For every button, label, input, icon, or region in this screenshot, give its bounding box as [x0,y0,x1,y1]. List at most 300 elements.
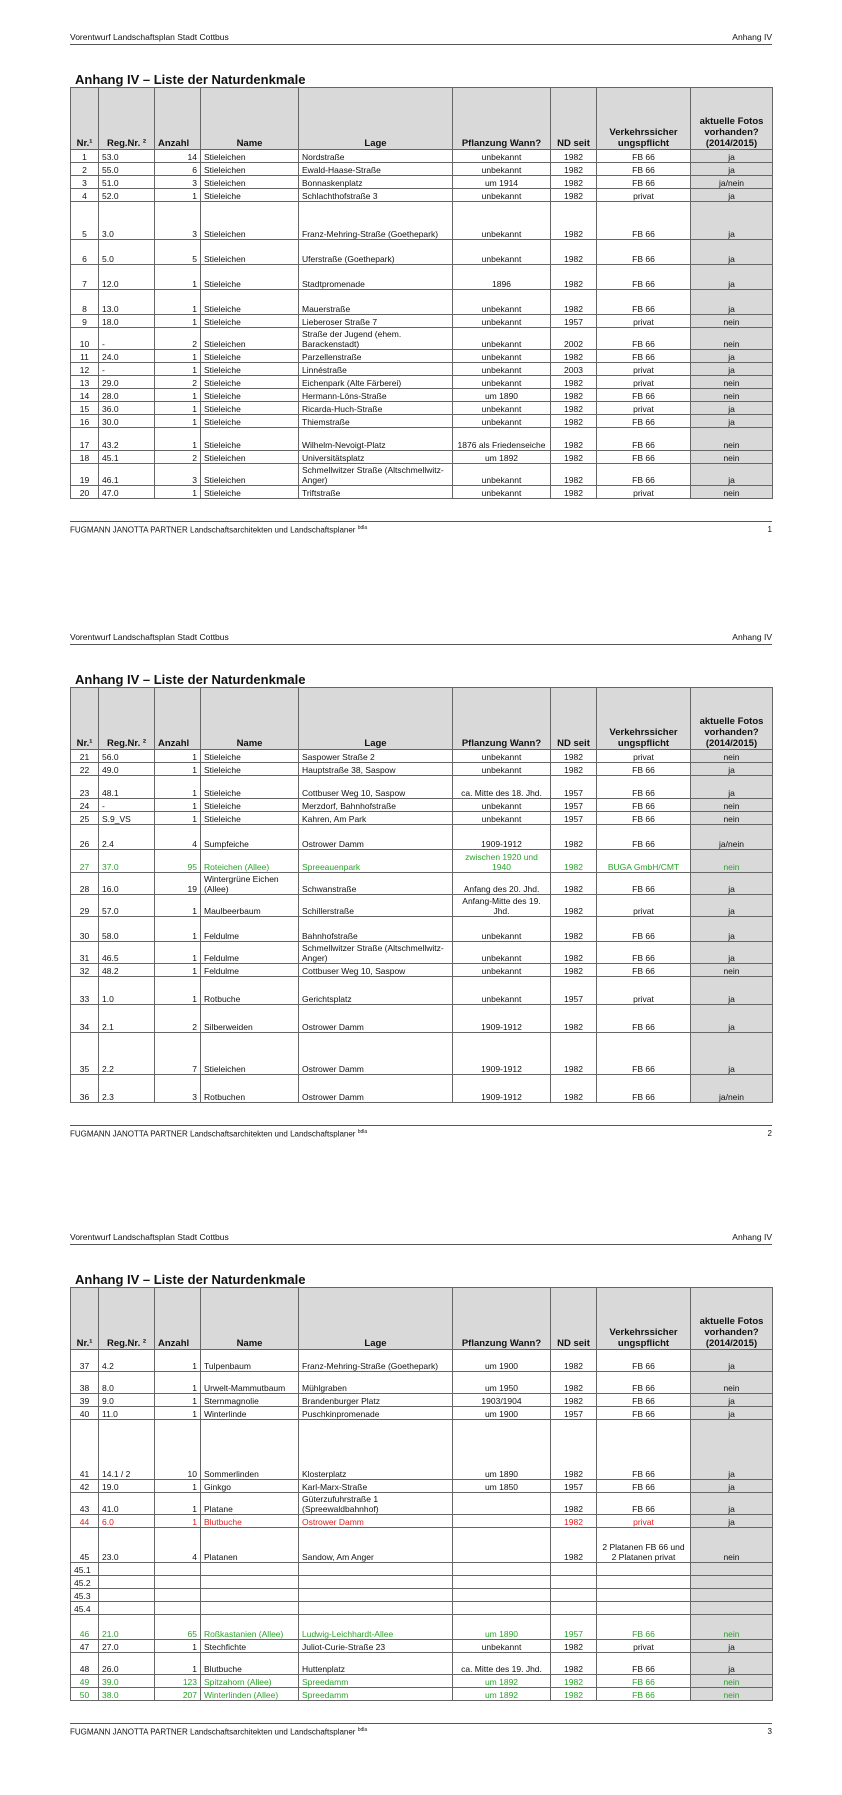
cell-nd-seit: 1957 [551,1615,597,1640]
page-header [70,30,772,45]
cell-pflanzung: Anfang-Mitte des 19. Jhd. [453,895,551,917]
cell-verkehrssicherungspflicht [597,1602,691,1615]
cell-name: Stieleiche [201,389,299,402]
cell-lage: Hauptstraße 38, Saspow [299,763,453,776]
cell-nd-seit: 1982 [551,451,597,464]
cell-lage: Mühlgraben [299,1372,453,1394]
cell-verkehrssicherungspflicht: privat [597,315,691,328]
cell-nd-seit: 1982 [551,895,597,917]
cell-verkehrssicherungspflicht: FB 66 [597,1480,691,1493]
cell-nd-seit [551,1563,597,1576]
page-title: Anhang IV – Liste der Naturdenkmale [75,1272,306,1287]
cell-lage: Kahren, Am Park [299,812,453,825]
cell-name: Roteichen (Allee) [201,850,299,873]
cell-reg-nr: S.9_VS [99,812,155,825]
cell-verkehrssicherungspflicht: FB 66 [597,265,691,290]
cell-anzahl: 1 [155,895,201,917]
cell-lage: Uferstraße (Goethepark) [299,240,453,265]
cell-anzahl: 1 [155,486,201,499]
cell-lage: Güterzufuhrstraße 1 (Spreewaldbahnhof) [299,1493,453,1515]
cell-verkehrssicherungspflicht [597,1589,691,1602]
header-right: Anhang IV [732,32,772,42]
cell-name: Stieleiche [201,350,299,363]
cell-anzahl: 1 [155,265,201,290]
cell-nr: 32 [71,964,99,977]
cell-nd-seit: 1982 [551,1640,597,1653]
table-row [71,1640,773,1653]
cell-lage: Gerichtsplatz [299,977,453,1005]
cell-nr: 16 [71,415,99,428]
cell-anzahl: 1 [155,1372,201,1394]
cell-lage: Cottbuser Weg 10, Saspow [299,776,453,799]
cell-nd-seit: 1982 [551,265,597,290]
table-row [71,917,773,942]
cell-nr: 45.1 [71,1563,99,1576]
col-name: Name [201,88,299,150]
cell-nr: 42 [71,1480,99,1493]
cell-anzahl: 1 [155,1407,201,1420]
cell-nr: 8 [71,290,99,315]
col-pflanzung: Pflanzung Wann? [453,1288,551,1350]
table-row [71,328,773,350]
page-footer [70,521,772,536]
cell-verkehrssicherungspflicht: FB 66 [597,415,691,428]
col-anzahl: Anzahl [155,688,201,750]
cell-name: Stieleichen [201,328,299,350]
col-nd-seit: ND seit [551,1288,597,1350]
cell-reg-nr: - [99,328,155,350]
table-row [71,1589,773,1602]
cell-verkehrssicherungspflicht: FB 66 [597,163,691,176]
table-row [71,895,773,917]
cell-lage: Klosterplatz [299,1420,453,1480]
cell-anzahl: 1 [155,799,201,812]
cell-anzahl [155,1576,201,1589]
cell-pflanzung: unbekannt [453,977,551,1005]
cell-lage: Huttenplatz [299,1653,453,1675]
cell-fotos: nein [691,428,773,451]
cell-pflanzung: 1896 [453,265,551,290]
cell-pflanzung: um 1890 [453,1420,551,1480]
cell-fotos: ja [691,402,773,415]
cell-anzahl: 1 [155,1515,201,1528]
cell-nr: 3 [71,176,99,189]
col-reg-nr: Reg.Nr. ² [99,88,155,150]
table-row [71,290,773,315]
cell-fotos [691,1576,773,1589]
cell-pflanzung: um 1900 [453,1350,551,1372]
cell-verkehrssicherungspflicht: FB 66 [597,202,691,240]
cell-fotos: ja [691,1480,773,1493]
cell-verkehrssicherungspflicht: privat [597,376,691,389]
cell-verkehrssicherungspflicht [597,1576,691,1589]
cell-pflanzung: unbekannt [453,202,551,240]
cell-nr: 45.2 [71,1576,99,1589]
col-fotos: aktuelle Fotos vorhanden? (2014/2015) [691,88,773,150]
cell-reg-nr: 2.2 [99,1033,155,1075]
cell-anzahl: 1 [155,977,201,1005]
cell-nr: 36 [71,1075,99,1103]
cell-name [201,1589,299,1602]
table-row [71,1563,773,1576]
cell-pflanzung: zwischen 1920 und 1940 [453,850,551,873]
cell-nr: 47 [71,1640,99,1653]
page-footer [70,1723,772,1738]
table-row [71,825,773,850]
naturdenkmale-table [70,687,773,1103]
cell-name [201,1576,299,1589]
cell-pflanzung: unbekannt [453,315,551,328]
cell-name: Feldulme [201,942,299,964]
cell-name: Stieleichen [201,202,299,240]
cell-lage: Schwanstraße [299,873,453,895]
cell-nr: 31 [71,942,99,964]
cell-verkehrssicherungspflicht: FB 66 [597,464,691,486]
footer-company: FUGMANN JANOTTA PARTNER Landschaftsarchitekten und Landschaftsplaner [70,1129,356,1139]
cell-reg-nr: 19.0 [99,1480,155,1493]
cell-name: Sternmagnolie [201,1394,299,1407]
footer-bdla: bdla [357,525,368,531]
cell-pflanzung: unbekannt [453,350,551,363]
cell-nr: 4 [71,189,99,202]
cell-verkehrssicherungspflicht: FB 66 [597,964,691,977]
cell-fotos: ja [691,1515,773,1528]
header-right: Anhang IV [732,1232,772,1242]
cell-fotos: ja/nein [691,825,773,850]
cell-nr: 19 [71,464,99,486]
cell-reg-nr: 3.0 [99,202,155,240]
cell-anzahl: 1 [155,763,201,776]
cell-verkehrssicherungspflicht: privat [597,363,691,376]
cell-reg-nr: 48.1 [99,776,155,799]
cell-lage: Ewald-Haase-Straße [299,163,453,176]
cell-pflanzung: unbekannt [453,964,551,977]
cell-nr: 27 [71,850,99,873]
cell-nr: 14 [71,389,99,402]
page-header [70,630,772,645]
cell-reg-nr: 52.0 [99,189,155,202]
cell-anzahl: 1 [155,812,201,825]
col-nr: Nr.¹ [71,88,99,150]
cell-fotos: ja [691,290,773,315]
cell-reg-nr: 37.0 [99,850,155,873]
cell-verkehrssicherungspflicht: FB 66 [597,240,691,265]
table-row [71,451,773,464]
cell-nr: 45.4 [71,1602,99,1615]
cell-pflanzung: unbekannt [453,328,551,350]
cell-anzahl: 10 [155,1420,201,1480]
cell-fotos: ja [691,1005,773,1033]
cell-name [201,1602,299,1615]
cell-lage [299,1563,453,1576]
cell-anzahl: 1 [155,315,201,328]
cell-verkehrssicherungspflicht: FB 66 [597,917,691,942]
cell-fotos: ja [691,942,773,964]
cell-nd-seit: 1982 [551,150,597,163]
cell-anzahl: 3 [155,464,201,486]
cell-anzahl [155,1563,201,1576]
cell-fotos [691,1589,773,1602]
footer-bdla: bdla [357,1129,368,1135]
cell-nd-seit: 1982 [551,376,597,389]
cell-lage: Schmellwitzer Straße (Altschmellwitz-Anger) [299,942,453,964]
footer-text [70,1129,367,1139]
cell-nr: 21 [71,750,99,763]
cell-lage: Spreedamm [299,1688,453,1701]
cell-name: Stieleiche [201,363,299,376]
cell-verkehrssicherungspflicht: FB 66 [597,763,691,776]
cell-verkehrssicherungspflicht: FB 66 [597,776,691,799]
cell-anzahl: 4 [155,825,201,850]
cell-verkehrssicherungspflicht: privat [597,750,691,763]
cell-lage: Eichenpark (Alte Färberei) [299,376,453,389]
cell-anzahl: 14 [155,150,201,163]
cell-anzahl: 3 [155,1075,201,1103]
cell-lage: Franz-Mehring-Straße (Goethepark) [299,202,453,240]
cell-pflanzung: unbekannt [453,163,551,176]
table-row [71,1372,773,1394]
cell-fotos: nein [691,750,773,763]
cell-anzahl [155,1589,201,1602]
cell-name: Spitzahorn (Allee) [201,1675,299,1688]
cell-lage: Thiemstraße [299,415,453,428]
cell-verkehrssicherungspflicht: 2 Platanen FB 66 und 2 Platanen privat [597,1528,691,1563]
cell-fotos: nein [691,1688,773,1701]
page-footer [70,1125,772,1140]
cell-fotos: nein [691,1675,773,1688]
cell-name: Stieleiche [201,315,299,328]
table-row [71,1675,773,1688]
table-row [71,977,773,1005]
cell-lage: Ricarda-Huch-Straße [299,402,453,415]
table-row [71,1394,773,1407]
cell-lage: Universitätsplatz [299,451,453,464]
cell-anzahl: 1 [155,917,201,942]
cell-anzahl: 1 [155,1394,201,1407]
cell-name: Maulbeerbaum [201,895,299,917]
cell-nr: 23 [71,776,99,799]
cell-name: Stieleiche [201,776,299,799]
cell-name: Stieleiche [201,189,299,202]
cell-nd-seit: 1957 [551,776,597,799]
table-row [71,873,773,895]
col-anzahl: Anzahl [155,88,201,150]
cell-nr: 37 [71,1350,99,1372]
cell-pflanzung [453,1576,551,1589]
cell-reg-nr: 45.1 [99,451,155,464]
cell-nr: 39 [71,1394,99,1407]
cell-verkehrssicherungspflicht: FB 66 [597,150,691,163]
cell-anzahl: 1 [155,350,201,363]
cell-reg-nr: 49.0 [99,763,155,776]
cell-lage: Wilhelm-Nevoigt-Platz [299,428,453,451]
cell-name: Stieleiche [201,415,299,428]
table-row [71,1528,773,1563]
header-left: Vorentwurf Landschaftsplan Stadt Cottbus [70,632,229,642]
cell-nd-seit: 1982 [551,1033,597,1075]
cell-nd-seit: 1982 [551,917,597,942]
table-row [71,799,773,812]
cell-lage: Ostrower Damm [299,825,453,850]
cell-lage: Ludwig-Leichhardt-Allee [299,1615,453,1640]
cell-nd-seit: 1982 [551,850,597,873]
table-row [71,363,773,376]
cell-name: Blutbuche [201,1653,299,1675]
cell-nd-seit: 1957 [551,812,597,825]
cell-nd-seit [551,1602,597,1615]
cell-nd-seit: 1957 [551,1407,597,1420]
cell-nd-seit: 1982 [551,964,597,977]
cell-anzahl: 123 [155,1675,201,1688]
table-row [71,850,773,873]
cell-reg-nr: 46.1 [99,464,155,486]
page-header [70,1230,772,1245]
cell-nr: 30 [71,917,99,942]
cell-nd-seit: 1982 [551,415,597,428]
table-row [71,812,773,825]
cell-verkehrssicherungspflicht: privat [597,1640,691,1653]
col-fotos: aktuelle Fotos vorhanden? (2014/2015) [691,1288,773,1350]
cell-nr: 28 [71,873,99,895]
cell-reg-nr: 29.0 [99,376,155,389]
cell-nd-seit: 1982 [551,825,597,850]
cell-nd-seit: 1982 [551,290,597,315]
cell-fotos [691,1563,773,1576]
cell-name: Rotbuche [201,977,299,1005]
cell-reg-nr: 55.0 [99,163,155,176]
table-row [71,1653,773,1675]
cell-anzahl: 4 [155,1528,201,1563]
cell-pflanzung [453,1515,551,1528]
cell-name: Winterlinden (Allee) [201,1688,299,1701]
cell-reg-nr: 46.5 [99,942,155,964]
cell-name: Stieleichen [201,451,299,464]
cell-name: Tulpenbaum [201,1350,299,1372]
cell-nd-seit: 1957 [551,977,597,1005]
cell-pflanzung: unbekannt [453,1640,551,1653]
cell-reg-nr [99,1589,155,1602]
table-row [71,176,773,189]
cell-reg-nr: 1.0 [99,977,155,1005]
table-row [71,240,773,265]
cell-pflanzung: um 1892 [453,451,551,464]
cell-reg-nr: 51.0 [99,176,155,189]
cell-verkehrssicherungspflicht: privat [597,1515,691,1528]
cell-verkehrssicherungspflicht: BUGA GmbH/CMT [597,850,691,873]
cell-anzahl: 1 [155,363,201,376]
cell-lage: Karl-Marx-Straße [299,1480,453,1493]
cell-name: Stieleiche [201,290,299,315]
cell-name: Stieleiche [201,428,299,451]
col-fotos: aktuelle Fotos vorhanden? (2014/2015) [691,688,773,750]
cell-fotos: ja [691,240,773,265]
cell-fotos: ja [691,350,773,363]
cell-verkehrssicherungspflicht: FB 66 [597,1394,691,1407]
cell-nr: 9 [71,315,99,328]
cell-fotos: ja [691,265,773,290]
cell-nd-seit: 1957 [551,799,597,812]
cell-lage: Stadtpromenade [299,265,453,290]
cell-nr: 18 [71,451,99,464]
cell-anzahl: 2 [155,328,201,350]
cell-reg-nr: 23.0 [99,1528,155,1563]
naturdenkmale-table [70,1287,773,1701]
cell-fotos: ja [691,150,773,163]
table-row [71,1688,773,1701]
cell-lage: Ostrower Damm [299,1515,453,1528]
table-row [71,763,773,776]
header-left: Vorentwurf Landschaftsplan Stadt Cottbus [70,32,229,42]
cell-anzahl: 6 [155,163,201,176]
col-lage: Lage [299,1288,453,1350]
cell-name: Winterlinde [201,1407,299,1420]
cell-nd-seit: 1957 [551,315,597,328]
table-row [71,1420,773,1480]
cell-pflanzung: um 1950 [453,1372,551,1394]
cell-fotos: nein [691,486,773,499]
cell-anzahl: 1 [155,1350,201,1372]
cell-reg-nr: 57.0 [99,895,155,917]
table-row [71,964,773,977]
col-reg-nr: Reg.Nr. ² [99,1288,155,1350]
col-nr: Nr.¹ [71,1288,99,1350]
table-row [71,942,773,964]
cell-fotos: ja [691,977,773,1005]
cell-nr: 49 [71,1675,99,1688]
cell-nd-seit: 1982 [551,428,597,451]
cell-name: Stieleiche [201,799,299,812]
col-name: Name [201,1288,299,1350]
cell-reg-nr: 27.0 [99,1640,155,1653]
cell-pflanzung: unbekannt [453,150,551,163]
header-left: Vorentwurf Landschaftsplan Stadt Cottbus [70,1232,229,1242]
cell-lage [299,1589,453,1602]
cell-pflanzung [453,1602,551,1615]
table-header-row [71,1288,773,1350]
cell-anzahl: 3 [155,202,201,240]
cell-nr: 40 [71,1407,99,1420]
cell-verkehrssicherungspflicht: FB 66 [597,451,691,464]
cell-name: Wintergrüne Eichen (Allee) [201,873,299,895]
cell-fotos: ja [691,1640,773,1653]
table-row [71,150,773,163]
cell-fotos: nein [691,376,773,389]
cell-fotos: nein [691,850,773,873]
cell-fotos: nein [691,1615,773,1640]
cell-fotos: nein [691,315,773,328]
cell-fotos: ja [691,1407,773,1420]
cell-pflanzung [453,1528,551,1563]
cell-pflanzung: unbekannt [453,942,551,964]
cell-nd-seit: 1982 [551,1005,597,1033]
cell-nd-seit: 1982 [551,1350,597,1372]
cell-lage: Brandenburger Platz [299,1394,453,1407]
cell-reg-nr: 28.0 [99,389,155,402]
cell-anzahl: 1 [155,428,201,451]
cell-pflanzung: unbekannt [453,799,551,812]
cell-nr: 6 [71,240,99,265]
cell-nd-seit: 1982 [551,1653,597,1675]
cell-verkehrssicherungspflicht: FB 66 [597,1372,691,1394]
cell-pflanzung: unbekannt [453,917,551,942]
cell-nd-seit: 1982 [551,1372,597,1394]
cell-fotos: ja [691,464,773,486]
cell-nr: 45.3 [71,1589,99,1602]
table-row [71,1033,773,1075]
cell-name: Platane [201,1493,299,1515]
cell-nr: 1 [71,150,99,163]
cell-fotos: ja [691,1420,773,1480]
